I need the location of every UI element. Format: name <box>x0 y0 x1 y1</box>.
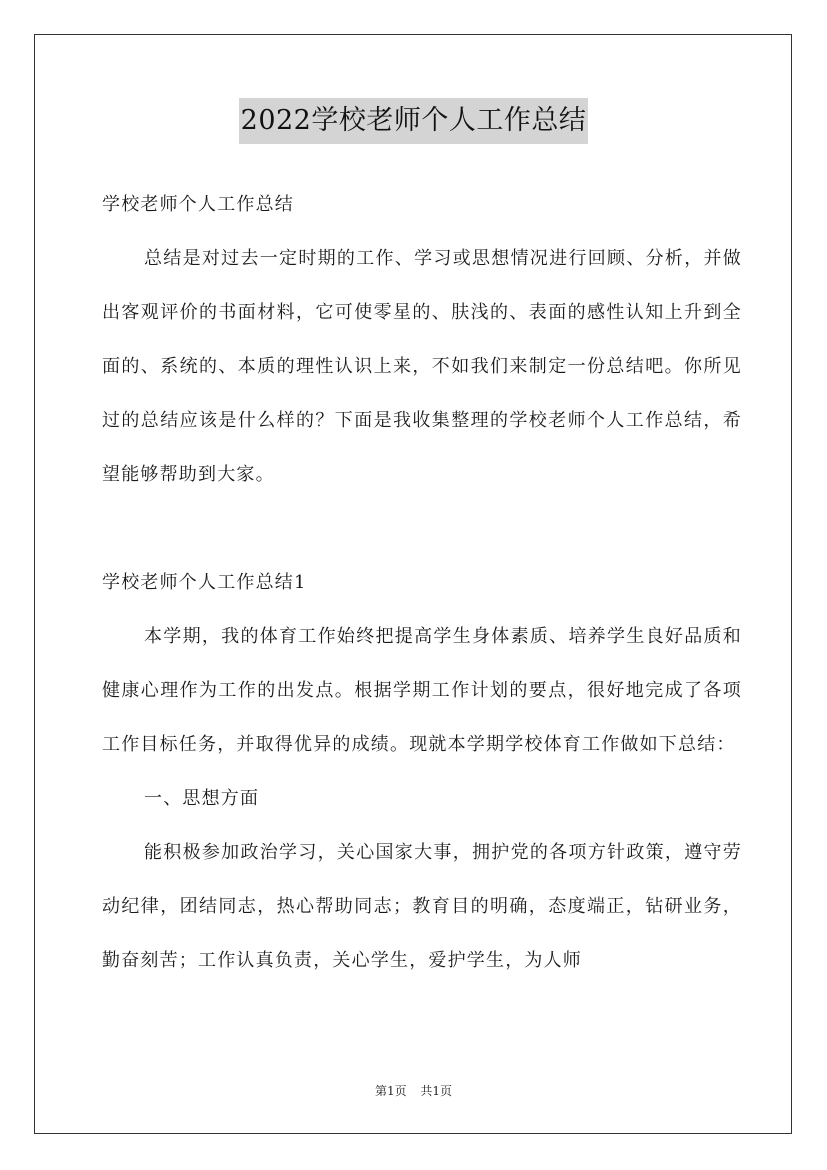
section-paragraph: 本学期，我的体育工作始终把提高学生身体素质、培养学生良好品质和健康心理作为工作的出发点。根据学期工作计划的要点，很好地完成了各项工作目标任务，并取得优异的成绩。现就本学期学校体育工作做如下总结： <box>102 626 742 755</box>
document-body <box>102 178 742 988</box>
intro-paragraph: 总结是对过去一定时期的工作、学习或思想情况进行回顾、分析，并做出客观评价的书面材料，它可使零星的、肤浅的、表面的感性认知上升到全面的、系统的、本质的理性认识上来，不如我们来制定一份总结吧。你所见过的总结应该是什么样的？下面是我收集整理的学校老师个人工作总结，希望能够帮助到大家。 <box>102 248 742 485</box>
section-paragraph: 能积极参加政治学习，关心国家大事，拥护党的各项方针政策，遵守劳动纪律，团结同志，热心帮助同志；教育目的明确，态度端正，钻研业务，勤奋刻苦；工作认真负责，关心学生，爱护学生，为人师 <box>102 842 742 971</box>
page-footer <box>0 1082 827 1099</box>
document-subtitle: 学校老师个人工作总结 <box>102 194 294 215</box>
document-title: 2022学校老师个人工作总结 <box>239 98 589 144</box>
page-total: 共1页 <box>420 1084 453 1098</box>
section-heading: 学校老师个人工作总结1 <box>102 572 307 593</box>
paragraph-gap <box>102 502 742 556</box>
sub-heading: 一、思想方面 <box>144 788 260 809</box>
page-number: 第1页 <box>374 1084 407 1098</box>
title-wrap <box>0 98 827 144</box>
